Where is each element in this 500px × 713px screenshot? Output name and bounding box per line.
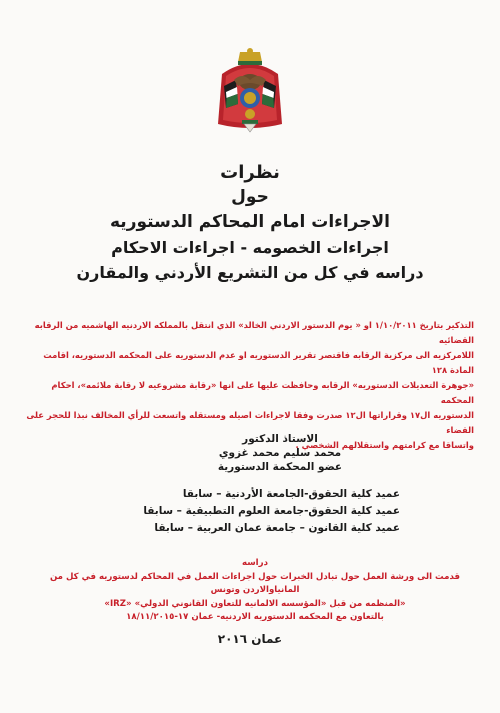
author-role: عضو المحكمة الدستورية (217, 461, 343, 473)
document-title (60, 160, 440, 285)
author-title: الاستاذ الدكتور (242, 433, 318, 445)
intro-line: اللامركزيه الى مركزية الرقابه فاقتصر تقرير الدستوريه او عدم الدستوريه على المحكمه الدستوريه، اقامت المادة ١٢٨ (43, 350, 474, 375)
study-line: قدمت الى ورشة العمل حول تبادل الخبرات حول اجراءات العمل في المحاكم لدستوريه في كل من المانياوالاردن وتونس (49, 571, 461, 595)
author-block (150, 432, 410, 474)
intro-line: واتساقا مع كرامتهم واستقلالهم الشخصي . (295, 440, 474, 450)
title-line-5: دراسه في كل من التشريع الأردني والمقارن (76, 263, 424, 282)
title-line-1: نظرات (220, 162, 280, 183)
jordan-coat-of-arms-icon (212, 46, 288, 134)
author-name: محمد سليم محمد غزوي (218, 447, 342, 459)
study-line: «المنظمه من قبل «المؤسسه الالمانيه للتعاون القانوني الدولي» «IRZ» (104, 598, 406, 609)
title-line-4: اجراءات الخصومه - اجراءات الاحكام (111, 238, 389, 257)
position-line: عميد كلية الحقوق-الجامعة الأردنية – سابقا (182, 488, 400, 500)
study-line: بالتعاون مع المحكمه الدستوريه الاردنيه- عمان ١٧-١٨/١١/٢٠١٥ (126, 612, 384, 622)
intro-line: الدستوريه ال١٧ وقراراتها ال١٢ صدرت وفقا لاجراءات اصيله ومستقله واتسعت للرأي المخالف نبذا للحجر على القضاء (26, 410, 474, 435)
title-line-3: الاجراءات امام المحاكم الدستوريه (110, 212, 390, 232)
title-line-2: حول (231, 187, 269, 207)
place-and-year: عمان ٢٠١٦ (217, 632, 283, 646)
intro-line: التذكير بتاريخ ١/١٠/٢٠١١ او « يوم الدستور الاردني الخالد» الذي انتقل بالمملكه الاردنيه الهاشميه من الرقابه القضائيه (34, 320, 474, 345)
intro-line: «جوهرة التعديلات الدستوريه» الرقابه وحافظت عليها على انها «رقابة مشروعيه لا رقابة ملائمه»، احكام المحكمه (51, 380, 474, 405)
study-note (30, 557, 480, 625)
position-line: عميد كلية القانون – جامعة عمان العربية – سابقا (154, 522, 400, 534)
author-positions (110, 486, 400, 537)
study-label: دراسه (242, 558, 268, 568)
position-line: عميد كلية الحقوق-جامعة العلوم التطبيقية – سابقا (143, 505, 400, 517)
